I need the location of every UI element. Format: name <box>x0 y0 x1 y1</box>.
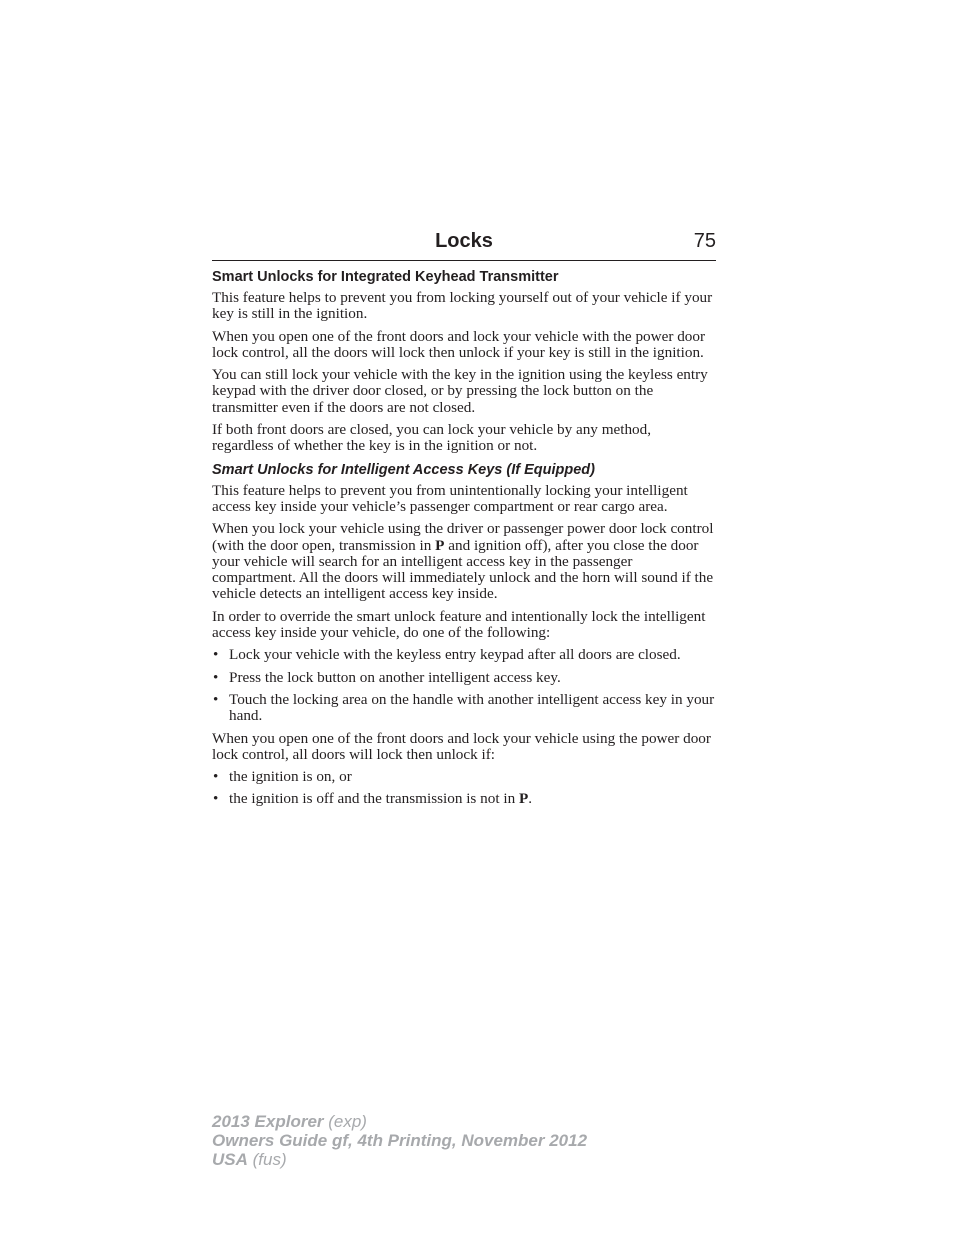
footer-line-guide: Owners Guide gf, 4th Printing, November 2012 <box>212 1131 588 1150</box>
list-item: • Lock your vehicle with the keyless entry keypad after all doors are closed. <box>212 647 716 663</box>
override-options-list <box>212 647 716 724</box>
list-item: • Press the lock button on another intelligent access key. <box>212 670 716 686</box>
list-item: • Touch the locking area on the handle with another intelligent access key in your hand. <box>212 692 716 725</box>
paragraph: If both front doors are closed, you can lock your vehicle by any method, regardless of whether the key is in the ignition or not. <box>212 421 652 455</box>
list-item <box>212 791 716 807</box>
model-code: (exp) <box>323 1112 367 1131</box>
paragraph <box>212 521 716 602</box>
page-header <box>212 228 716 261</box>
paragraph: When you open one of the front doors and lock your vehicle with the power door lock control, all the doors will lock then unlock if your key is still in the ignition. <box>212 327 706 361</box>
park-gear-letter: P <box>518 790 529 808</box>
page-number: 75 <box>693 230 716 252</box>
section-heading-keyhead: Smart Unlocks for Integrated Keyhead Transmitter <box>212 269 559 285</box>
paragraph: This feature helps to prevent you from unintentionally locking your intelligent access key inside your vehicle’s passenger compartment or rear cargo area. <box>212 481 688 515</box>
paragraph: You can still lock your vehicle with the key in the ignition using the keyless entry keypad with the driver door closed, or by pressing the lock button on the transmitter even if the doors are not closed. <box>212 366 708 416</box>
park-gear-letter: P <box>435 536 445 554</box>
section-heading-intelligent-access: Smart Unlocks for Intelligent Access Keys (If Equipped) <box>212 461 595 478</box>
paragraph: This feature helps to prevent you from locking yourself out of your vehicle if your key is still in the ignition. <box>212 289 713 323</box>
page-footer <box>212 1112 587 1169</box>
paragraph: When you open one of the front doors and lock your vehicle using the power door lock control, all doors will lock then unlock if: <box>212 729 711 763</box>
list-item: • the ignition is on, or <box>212 769 716 785</box>
text-run: and ignition off), after you close the door your vehicle will search for an intelligent access key in the passenger compartment. All the doors will immediately unlock and the horn will sound if the vehicle detects an intelligent access key inside. <box>212 536 714 603</box>
paragraph: In order to override the smart unlock feature and intentionally lock the intelligent access key inside your vehicle, do one of the following: <box>212 607 706 642</box>
unlock-conditions-list <box>212 769 716 808</box>
page-content <box>212 268 716 814</box>
chapter-title: Locks <box>435 230 493 252</box>
footer-line-model <box>212 1112 587 1131</box>
footer-line-market <box>212 1150 587 1169</box>
model-name: 2013 Explorer <box>212 1112 324 1131</box>
market-name: USA <box>212 1150 248 1169</box>
text-run: the ignition is off and the transmission is not in <box>229 790 519 808</box>
text-run: When you lock your vehicle using the driver or passenger power door lock control (with the door open, transmission in <box>212 520 714 554</box>
market-code: (fus) <box>247 1150 287 1169</box>
text-run: . <box>528 790 533 808</box>
